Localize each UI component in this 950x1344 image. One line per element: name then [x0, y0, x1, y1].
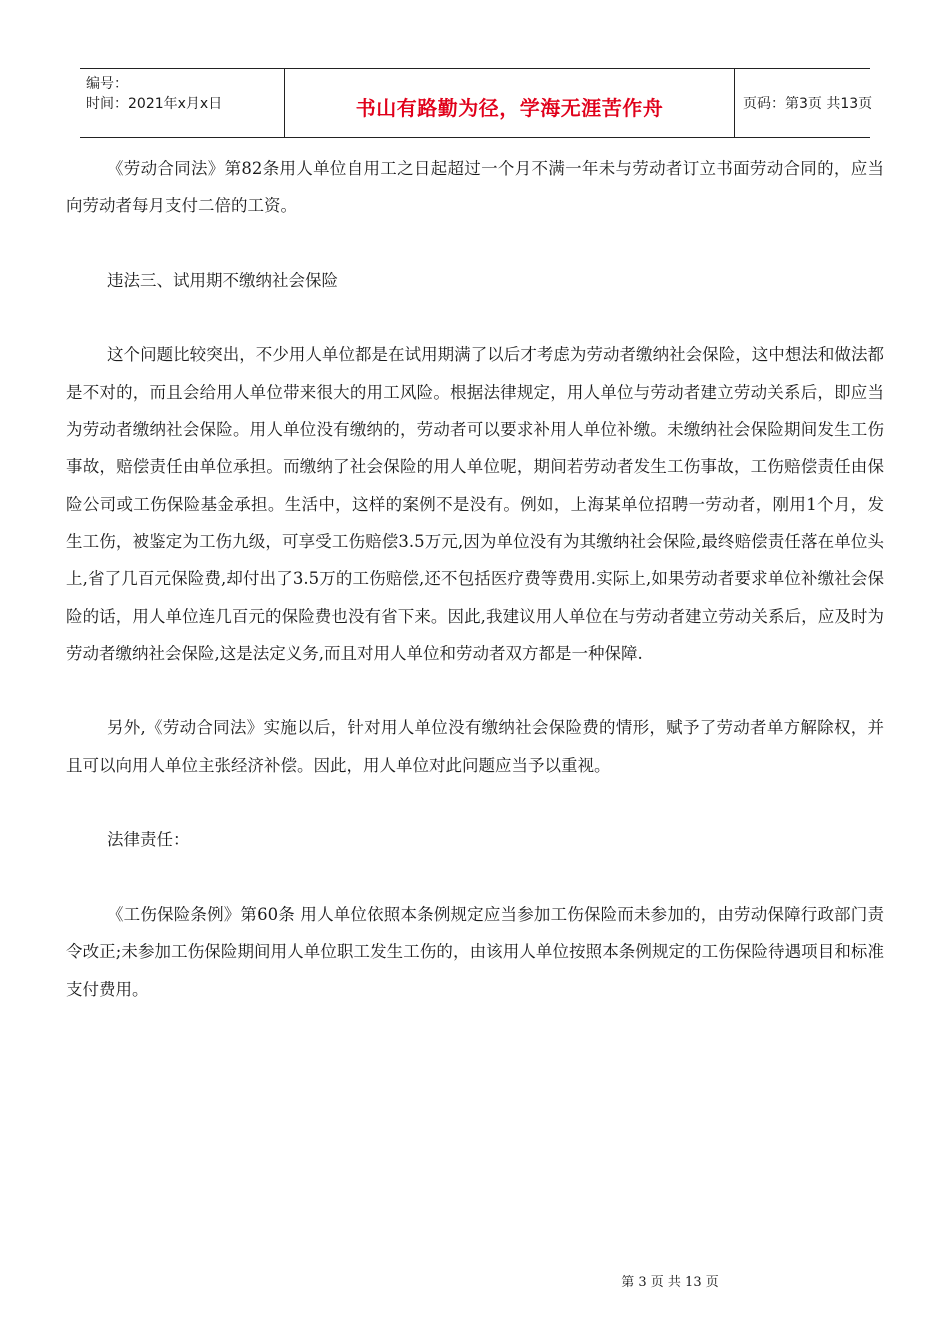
paragraph-article-60: 《工伤保险条例》第60条 用人单位依照本条例规定应当参加工伤保险而未参加的，由劳动保障行政部门责令改正;未参加工伤保险期间用人单位职工发生工伤的，由该用人单位按照本条例规定的工伤保险待遇项目和标准支付费用。: [66, 904, 884, 999]
heading-legal-liability: 法律责任：: [107, 830, 190, 850]
header-motto-cell: [285, 69, 735, 137]
page-footer: [0, 1271, 950, 1290]
document-number-label: 编号：: [86, 76, 128, 92]
header-motto: 书山有路勤为径，学海无涯苦作舟: [355, 96, 664, 120]
header-page-cell: [735, 69, 873, 137]
footer-page-number: 第 3 页 共 13 页: [621, 1275, 719, 1290]
document-body: [66, 150, 884, 1045]
section-heading-violation-3: 违法三、试用期不缴纳社会保险: [107, 270, 338, 290]
paragraph-additionally: 另外,《劳动合同法》实施以后，针对用人单位没有缴纳社会保险费的情形，赋予了劳动者单方解除权，并且可以向用人单位主张经济补偿。因此，用人单位对此问题应当予以重视。: [66, 718, 884, 775]
document-time-label: 时间：2021年x月x日: [86, 96, 223, 112]
page-header: [80, 68, 873, 138]
header-page-code: 页码：第3页 共13页: [743, 96, 873, 112]
paragraph-probation-insurance: 这个问题比较突出，不少用人单位都是在试用期满了以后才考虑为劳动者缴纳社会保险，这中想法和做法都是不对的，而且会给用人单位带来很大的用工风险。根据法律规定，用人单位与劳动者建立劳动关系后，即应当为劳动者缴纳社会保险。用人单位没有缴纳的，劳动者可以要求补用人单位补缴。未缴纳社会保险期间发生工伤事故，赔偿责任由单位承担。而缴纳了社会保险的用人单位呢，期间若劳动者发生工伤事故，工伤赔偿责任由保险公司或工伤保险基金承担。生活中，这样的案例不是没有。例如，上海某单位招聘一劳动者，刚用1个月，发生工伤，被鉴定为工伤九级，可享受工伤赔偿3.5万元,因为单位没有为其缴纳社会保险,最终赔偿责任落在单位头上,省了几百元保险费,却付出了3.5万的工伤赔偿,还不包括医疗费等费用.实际上,如果劳动者要求单位补缴社会保险的话，用人单位连几百元的保险费也没有省下来。因此,我建议用人单位在与劳动者建立劳动关系后，应及时为劳动者缴纳社会保险,这是法定义务,而且对用人单位和劳动者双方都是一种保障.: [66, 345, 884, 663]
header-info-cell: [80, 69, 285, 137]
paragraph-article-82: 《劳动合同法》第82条用人单位自用工之日起超过一个月不满一年未与劳动者订立书面劳动合同的，应当向劳动者每月支付二倍的工资。: [66, 159, 884, 216]
